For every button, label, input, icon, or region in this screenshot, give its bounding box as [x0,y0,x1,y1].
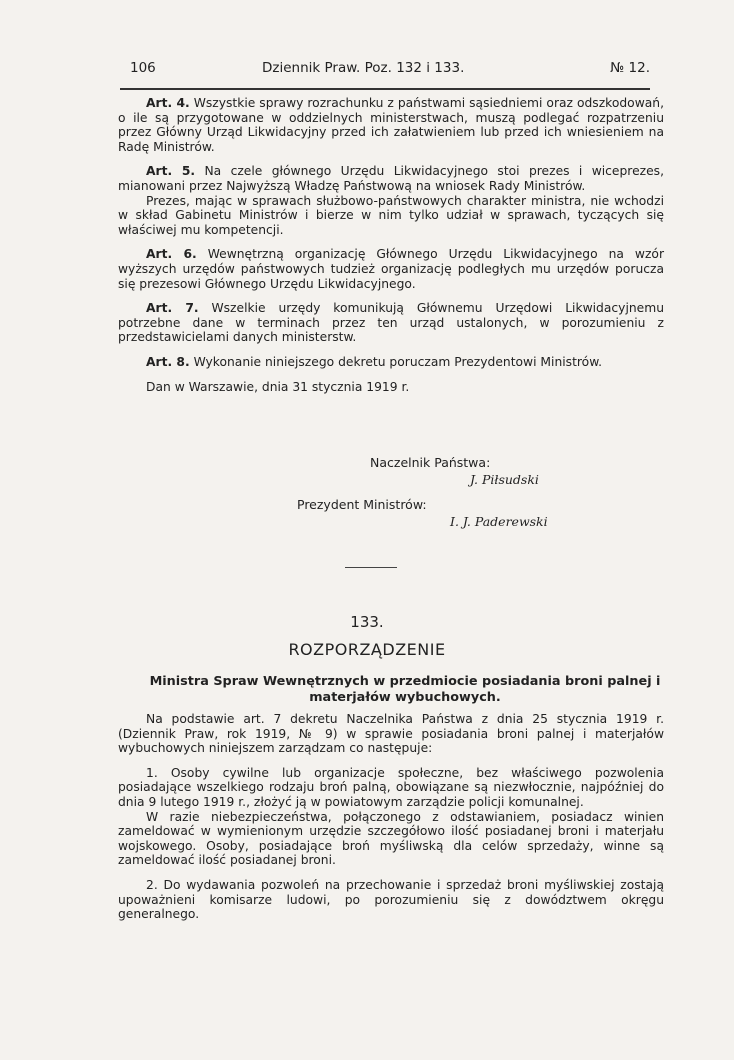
article-4-label: Art. 4. [146,96,190,110]
article-7 [118,301,664,345]
decree-133-body [118,712,664,922]
decree-133-point-1: 1. Osoby cywilne lub organizacje społeczne, bez właściwego pozwolenia posiadające wszelkiego rodzaju broń palną, obowiązane są niezwłocznie, najpóźniej do dnia 9 lutego 1919 r., złożyć ją w powiatowym zarządzie policji komunalnej. [118,765,664,809]
decree-133-subtitle [145,674,665,706]
subtitle-lead: Ministra [149,674,209,689]
article-8-label: Art. 8. [146,354,190,369]
decree-133-number: 133. [350,613,384,631]
subtitle-rest: Spraw Wewnętrznych w przedmiocie posiadania broni palnej i materjałów wybuchowych. [213,674,661,705]
page-header [130,60,650,80]
article-5-text: Na czele głównego Urzędu Likwidacyjnego stoi prezes i wiceprezes, mianowani przez Najwyższą Władzę Państwową na wniosek Rady Ministrów. [118,164,664,193]
decree-133-intro: Na podstawie art. 7 dekretu Naczelnika Państwa z dnia 25 stycznia 1919 r. (Dziennik Praw, rok 1919, № 9) w sprawie posiadania broni palnej i materjałów wybuchowych niniejszem zarządzam co następuje: [118,712,664,756]
article-5-para-2: Prezes, mając w sprawach służbowo-państwowych charakter ministra, nie wchodzi w skład Gabinetu Ministrów i bierze w nim tylko udział w sprawach, tyczących się właściwej mu kompetencji. [118,193,664,237]
journal-title: Dziennik Praw. Poz. 132 i 133. [262,60,465,76]
decree-133-type: ROZPORZĄDZENIE [288,640,446,659]
page-number: 106 [130,60,156,76]
header-rule [120,88,650,90]
date-line: Dan w Warszawie, dnia 31 stycznia 1919 r. [146,379,410,394]
article-8 [118,355,664,370]
signature-2-role: Prezydent Ministrów: [297,497,427,512]
decree-133-point-2: 2. Do wydawania pozwoleń na przechowanie i sprzedaż broni myśliwskiej zostają upoważnieni komisarze ludowi, po porozumieniu się z dowództwem okręgu generalnego. [118,877,664,922]
article-7-label: Art. 7. [146,301,199,316]
article-6-label: Art. 6. [146,247,197,262]
article-4 [118,96,664,154]
article-6-text: Wewnętrzną organizację Głównego Urzędu Likwidacyjnego na wzór wyższych urzędów państwowych tudzież organizację podległych mu urzędów porucza się prezesowi Głównego Urzędu Likwidacyjnego. [118,247,665,291]
article-8-text: Wykonanie niniejszego dekretu poruczam Prezydentowi Ministrów. [193,354,603,369]
article-5 [118,164,664,193]
section-separator [345,567,397,568]
article-6 [118,247,664,291]
signature-1-role: Naczelnik Państwa: [370,455,491,470]
signature-2-name: I. J. Paderewski [450,514,548,529]
article-4-text: Wszystkie sprawy rozrachunku z państwami sąsiedniemi oraz odszkodowań, o ile są przygotowane w oddzielnych ministerstwach, muszą podlegać rozpatrzeniu przez Główny Urząd Likwidacyjny przed ich załatwieniem lub przed ich wniesieniem na Radę Ministrów. [118,96,664,154]
decree-132-body [118,96,664,394]
article-5-label: Art. 5. [146,164,196,179]
article-7-text: Wszelkie urzędy komunikują Głównemu Urzędowi Likwidacyjnemu potrzebne dane w terminach przez ten urząd ustalonych, w porozumieniu z przedstawicielami danych ministerstw. [118,301,664,345]
signature-1-name: J. Piłsudski [470,472,539,487]
issue-number: № 12. [610,60,650,76]
decree-133-point-1-para-2: W razie niebezpieczeństwa, połączonego z odstawianiem, posiadacz winien zameldować w wymienionym urzędzie szczegółowo ilość posiadanej broni i materjału wojskowego. Osoby, posiadające broń myśliwską dla celów sprzedaży, winne są zameldować ilość posiadanej broni. [118,809,664,868]
